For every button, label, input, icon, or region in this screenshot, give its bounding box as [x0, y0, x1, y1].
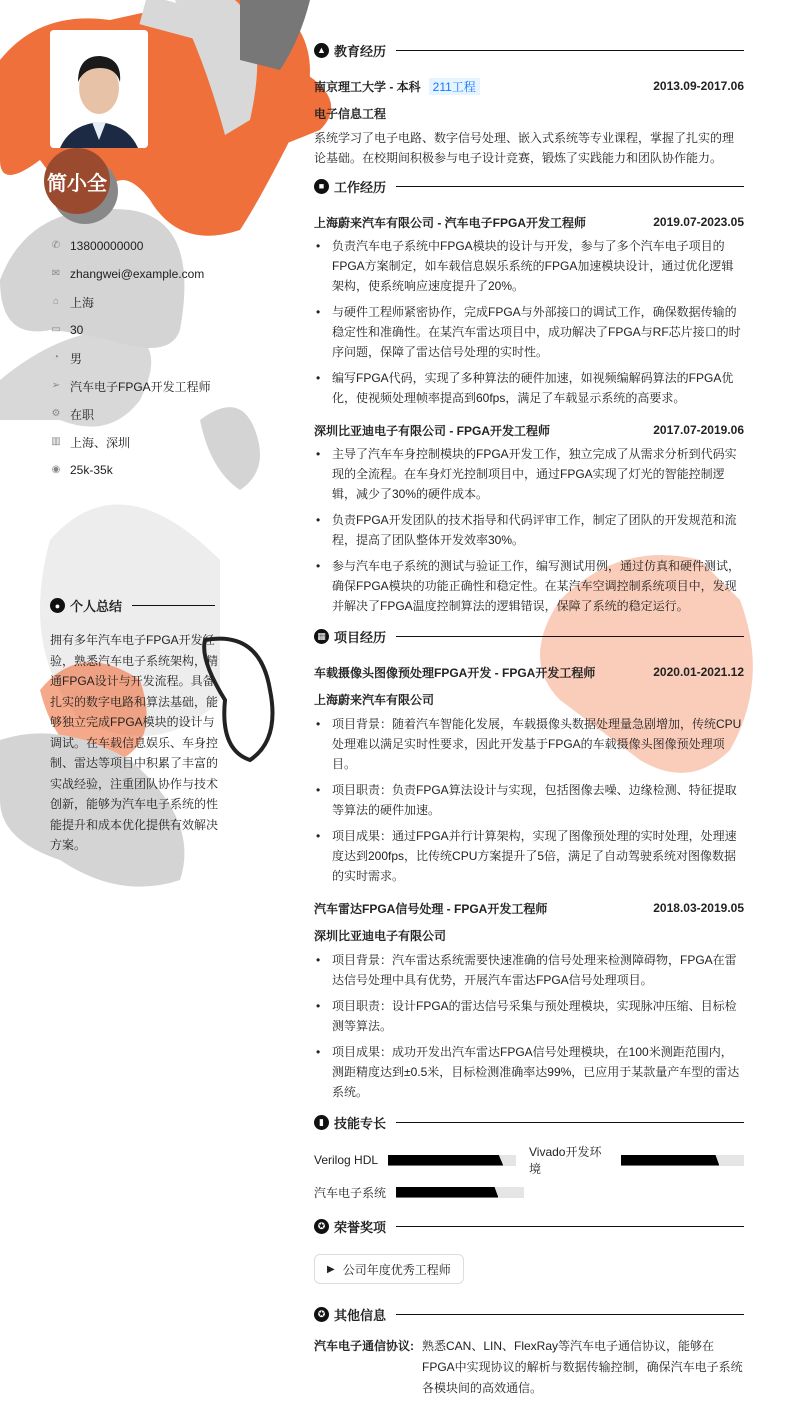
contact-target-cities — [50, 428, 211, 456]
skill-level-fill — [396, 1187, 498, 1198]
projects-date: 2018.03-2019.05 — [653, 901, 744, 915]
work-head: 深圳比亚迪电子有限公司 - FPGA开发工程师 — [314, 423, 550, 438]
other-heading — [314, 1302, 744, 1326]
gender-text: 男 — [70, 351, 83, 366]
contact-salary — [50, 456, 211, 484]
awards-heading — [314, 1214, 744, 1238]
company: 上海蔚来汽车有限公司 — [314, 693, 435, 707]
other-title: 其他信息 — [334, 1307, 387, 1323]
contact-email — [50, 260, 211, 288]
bullet-item: • 负责汽车电子系统中FPGA模块的设计与开发，参与了多个汽车电子项目的FPGA方案制定，如车载信息娱乐系统的FPGA加速模块设计，通过优化逻辑架构，使系统响应速度提升了20%。 — [314, 236, 744, 296]
coin-icon: ◉ — [51, 464, 61, 475]
contact-list — [50, 232, 211, 484]
skill-item — [314, 1144, 529, 1176]
other-key: 汽车电子通信协议: — [314, 1339, 414, 1353]
company: 深圳比亚迪电子有限公司 — [314, 929, 447, 943]
name-badge — [44, 148, 110, 214]
salary-text: 25k-35k — [70, 463, 113, 477]
skill-name: Verilog HDL — [314, 1153, 379, 1167]
awards-title: 荣誉奖项 — [334, 1219, 387, 1235]
phone-icon: ✆ — [51, 240, 61, 251]
skills-heading — [314, 1110, 744, 1134]
briefcase-icon: ■ — [314, 179, 329, 194]
email-text: zhangwei@example.com — [70, 267, 205, 281]
work-date: 2017.07-2019.06 — [653, 423, 744, 437]
divider — [396, 186, 744, 187]
bullet-item: • 项目职责：负责FPGA算法设计与实现，包括图像去噪、边缘检测、特征提取等算法的硬件加速。 — [314, 780, 744, 820]
major: 电子信息工程 — [314, 107, 387, 121]
bullet-item: • 主导了汽车车身控制模块的FPGA开发工作，独立完成了从需求分析到代码实现的全流程。在车身灯光控制项目中，通过FPGA实现了灯光的智能控制逻辑，减少了30%的硬件成本。 — [314, 444, 744, 504]
divider — [396, 1122, 744, 1123]
user-icon: ● — [50, 598, 65, 613]
skill-name: Vivado开发环境 — [529, 1145, 602, 1176]
work-bullets — [314, 444, 744, 616]
projects-head: 汽车雷达FPGA信号处理 - FPGA开发工程师 — [314, 901, 548, 916]
work-bullets — [314, 236, 744, 408]
play-icon: ▶ — [327, 1263, 335, 1275]
bullet-item: • 负责FPGA开发团队的技术指导和代码评审工作，制定了团队的开发规范和流程，提高了团队整体开发效率30%。 — [314, 510, 744, 550]
award-item — [314, 1254, 464, 1284]
project-list — [314, 658, 744, 1102]
projects-row — [314, 658, 744, 686]
work-row — [314, 416, 744, 444]
contact-phone — [50, 232, 211, 260]
divider — [132, 605, 215, 606]
mail-icon: ✉ — [51, 268, 61, 279]
summary-heading — [50, 596, 215, 615]
skill-item — [314, 1176, 529, 1208]
projects-row — [314, 894, 744, 922]
projects-bullets — [314, 714, 744, 886]
projects-heading — [314, 624, 744, 648]
work-row — [314, 208, 744, 236]
bullet-item: • 项目背景：汽车雷达系统需要快速准确的信号处理来检测障碍物，FPGA在雷达信号处理中具有优势，开展汽车雷达FPGA信号处理项目。 — [314, 950, 744, 990]
skill-level-fill — [621, 1155, 720, 1166]
skill-level-fill — [388, 1155, 503, 1166]
cake-icon: ▭ — [51, 324, 61, 335]
other-info — [314, 1336, 744, 1399]
city-text: 上海 — [70, 295, 95, 310]
age-text: 30 — [70, 323, 84, 337]
main-column — [314, 38, 744, 1399]
education-row — [314, 72, 744, 100]
skills-title: 技能专长 — [334, 1115, 387, 1131]
person-icon: ◔ — [52, 352, 60, 363]
position-text: 汽车电子FPGA开发工程师 — [70, 379, 211, 394]
projects-date: 2020.01-2021.12 — [653, 665, 744, 679]
award-icon: ✪ — [314, 1219, 329, 1234]
education-title: 教育经历 — [334, 43, 387, 59]
contact-position — [50, 372, 211, 400]
other-value: 熟悉CAN、LIN、FlexRay等汽车电子通信协议，能够在FPGA中实现协议的解析与数据传输控制，确保汽车电子系统各模块间的高效通信。 — [422, 1339, 743, 1395]
divider — [396, 50, 744, 51]
avatar-portrait-icon — [50, 30, 148, 148]
education-desc: 系统学习了电子电路、数字信号处理、嵌入式系统等专业课程，掌握了扎实的理论基础。在校期间积极参与电子设计竞赛，锻炼了实践能力和团队协作能力。 — [314, 131, 735, 165]
graduation-cap-icon: ▲ — [314, 43, 329, 58]
skill-level-bar — [396, 1187, 524, 1198]
bullet-item: • 项目成果：通过FPGA并行计算架构，实现了图像预处理的实时处理，处理速度达到200fps，比传统CPU方案提升了5倍，满足了自动驾驶系统对图像数据的实时需求。 — [314, 826, 744, 886]
bullet-item: • 项目职责：设计FPGA的雷达信号采集与预处理模块，实现脉冲压缩、目标检测等算法。 — [314, 996, 744, 1036]
skill-item — [529, 1144, 744, 1176]
work-date: 2019.07-2023.05 — [653, 215, 744, 229]
education-date: 2013.09-2017.06 — [653, 79, 744, 93]
bullet-item: • 项目成果：成功开发出汽车雷达FPGA信号处理模块，在100米测距范围内，测距精度达到±0.5米，目标检测准确率达99%，已应用于某款量产车型的雷达系统。 — [314, 1042, 744, 1102]
bullet-item: • 编写FPGA代码，实现了多种算法的硬件加速，如视频编解码算法的FPGA优化，使视频处理帧率提高到60fps，满足了车载显示系统的高要求。 — [314, 368, 744, 408]
target-cities-text: 上海、深圳 — [70, 435, 131, 450]
work-heading — [314, 174, 744, 198]
summary-title: 个人总结 — [70, 599, 123, 614]
gear-icon: ⚙ — [51, 408, 61, 419]
bullet-item: • 参与汽车电子系统的测试与验证工作，编写测试用例，通过仿真和硬件测试，确保FPGA模块的功能正确性和稳定性。在某汽车空调控制系统项目中，发现并解决了FPGA温度控制算法的逻辑错误，保障了系统的稳定运行。 — [314, 556, 744, 616]
status-text: 在职 — [70, 407, 95, 422]
education-heading — [314, 38, 744, 62]
school: 南京理工大学 - 本科 — [314, 79, 421, 94]
projects-title: 项目经历 — [334, 629, 387, 645]
skill-level-bar — [388, 1155, 516, 1166]
skill-level-bar — [621, 1155, 744, 1166]
projects-bullets — [314, 950, 744, 1102]
send-icon: ➢ — [51, 380, 61, 391]
school-tag: 211工程 — [429, 78, 480, 95]
info-icon: ✪ — [314, 1307, 329, 1322]
summary-text: 拥有多年汽车电子FPGA开发经验，熟悉汽车电子系统架构，精通FPGA设计与开发流程。具备扎实的数字电路和算法基础，能够独立完成FPGA模块的设计与调试。在车载信息娱乐、车身控制、雷达等项目中积累了丰富的实战经验，注重团队协作与技术创新，能够为汽车电子系统的性能提升和成本优化提供有效解决方案。 — [50, 633, 219, 852]
home-icon: ⌂ — [52, 296, 60, 307]
work-head: 上海蔚来汽车有限公司 - 汽车电子FPGA开发工程师 — [314, 215, 586, 230]
grid-icon: ▦ — [314, 629, 329, 644]
skill-list — [314, 1144, 744, 1208]
candidate-name: 简小全 — [47, 172, 107, 195]
contact-status — [50, 400, 211, 428]
contact-gender — [50, 344, 211, 372]
building-icon: ▥ — [51, 436, 61, 447]
contact-age — [50, 316, 211, 344]
profile-photo — [50, 30, 148, 148]
work-title: 工作经历 — [334, 179, 387, 195]
divider — [396, 636, 744, 637]
divider — [396, 1226, 744, 1227]
bullet-item: • 与硬件工程师紧密协作，完成FPGA与外部接口的调试工作，确保数据传输的稳定性和准确性。在某汽车雷达项目中，成功解决了FPGA与RF芯片接口的时序问题，保障了雷达信号处理的实时性。 — [314, 302, 744, 362]
skill-name: 汽车电子系统 — [314, 1185, 387, 1200]
bar-chart-icon: ▮ — [314, 1115, 329, 1130]
divider — [396, 1314, 744, 1315]
bullet-item: • 项目背景：随着汽车智能化发展，车载摄像头数据处理量急剧增加，传统CPU处理难以满足实时性要求，因此开发基于FPGA的车载摄像头图像预处理项目。 — [314, 714, 744, 774]
projects-head: 车载摄像头图像预处理FPGA开发 - FPGA开发工程师 — [314, 665, 596, 680]
contact-city — [50, 288, 211, 316]
award-text: 公司年度优秀工程师 — [342, 1262, 451, 1277]
work-list — [314, 208, 744, 616]
phone-text: 13800000000 — [70, 239, 144, 253]
